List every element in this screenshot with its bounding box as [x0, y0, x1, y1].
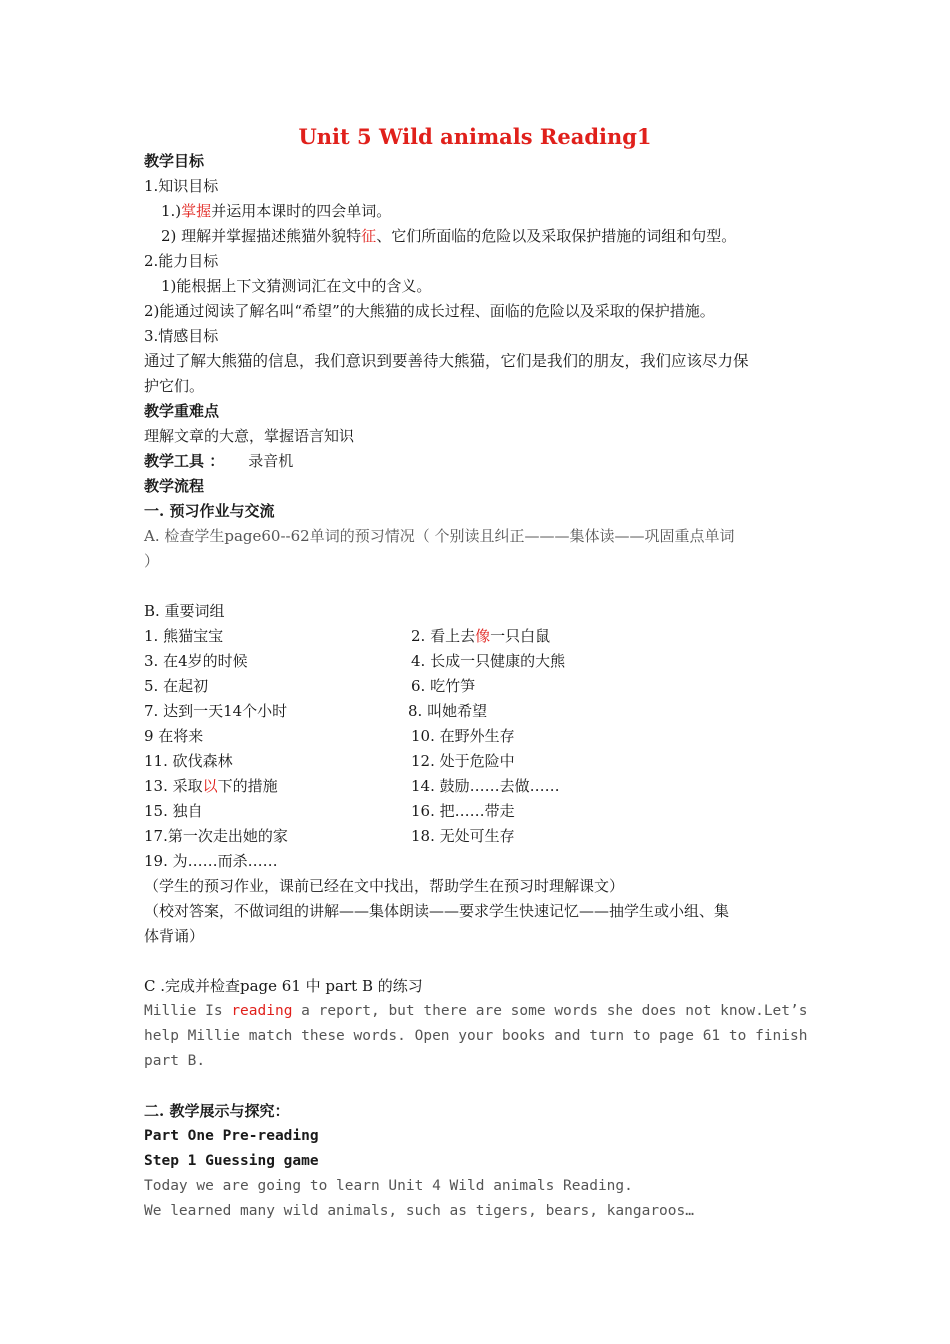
note-line-1: （学生的预习作业，课前已经在文中找出，帮助学生在预习时理解课文）: [144, 877, 625, 895]
note-line-3: 体背诵）: [144, 927, 205, 945]
section1-a-line-1: A. 检查学生page60--62单词的预习情况（ 个别读且纠正———集体读——巩固重点单词: [144, 527, 735, 545]
knowledge-goal-title: 1.知识目标: [144, 177, 219, 195]
ability-goal-2: 2)能通过阅读了解名叫“希望”的大熊猫的成长过程、面临的危险以及采取的保护措施。: [144, 302, 715, 320]
phrase-row: 7. 达到一天14个小时 8. 叫她希望: [144, 702, 488, 720]
emotion-goal-title: 3.情感目标: [144, 327, 219, 345]
phrase-row: 17.第一次走出她的家 18. 无处可生存: [144, 827, 515, 845]
knowledge-goal-2: 2) 理解并掌握描述熊猫外貌特征、它们所面临的危险以及采取保护措施的词组和句型。: [161, 227, 737, 245]
section2-heading: 二. 教学展示与探究：: [144, 1102, 290, 1120]
key-points-heading: 教学重难点: [144, 402, 220, 420]
tools-line: 教学工具 ： 录音机: [144, 452, 294, 470]
phrase-row: 3. 在4岁的时候 4. 长成一只健康的大熊: [144, 652, 566, 670]
phrase-row: 5. 在起初 6. 吃竹笋: [144, 677, 476, 695]
goals-heading: 教学目标: [144, 152, 205, 170]
phrase-row: 9 在将来 10. 在野外生存: [144, 727, 515, 745]
phrase-row: 15. 独自 16. 把……带走: [144, 802, 515, 820]
exercise-c-heading: C .完成并检查page 61 中 part B 的练习: [144, 977, 423, 995]
phrase-row: 1. 熊猫宝宝 2. 看上去像一只白鼠: [144, 627, 551, 645]
exercise-c-line-2: help Millie match these words. Open your books and turn to page 61 to finish: [144, 1028, 808, 1044]
ability-goal-title: 2.能力目标: [144, 252, 219, 270]
exercise-c-line-1: Millie Is reading a report, but there are some words she does not know.Let’s: [144, 1003, 808, 1019]
phrase-row: 13. 采取以下的措施 14. 鼓励……去做……: [144, 777, 560, 795]
key-points-text: 理解文章的大意，掌握语言知识: [144, 427, 355, 445]
phrase-row: 19. 为……而杀……: [144, 852, 278, 870]
section1-a-line-2: ）: [144, 552, 160, 570]
section1-heading: 一. 预习作业与交流: [144, 502, 275, 520]
step-1-line-1: Today we are going to learn Unit 4 Wild animals Reading.: [144, 1178, 633, 1194]
page-title: Unit 5 Wild animals Reading1: [298, 124, 652, 149]
part-one-heading: Part One Pre-reading: [144, 1128, 319, 1144]
emotion-goal-line-1: 通过了解大熊猫的信息，我们意识到要善待大熊猫，它们是我们的朋友，我们应该尽力保: [144, 352, 749, 370]
knowledge-goal-1: 1.)掌握并运用本课时的四会单词。: [161, 202, 392, 220]
emotion-goal-line-2: 护它们。: [144, 377, 205, 395]
phrase-row: 11. 砍伐森林 12. 处于危险中: [144, 752, 515, 770]
process-heading: 教学流程: [144, 477, 205, 495]
step-1-heading: Step 1 Guessing game: [144, 1153, 319, 1169]
phrases-heading: B. 重要词组: [144, 602, 225, 620]
exercise-c-line-3: part B.: [144, 1053, 206, 1069]
step-1-line-2: We learned many wild animals, such as tigers, bears, kangaroos…: [144, 1203, 694, 1219]
note-line-2: （校对答案，不做词组的讲解——集体朗读——要求学生快速记忆——抽学生或小组、集: [144, 902, 730, 920]
ability-goal-1: 1)能根据上下文猜测词汇在文中的含义。: [161, 277, 432, 295]
